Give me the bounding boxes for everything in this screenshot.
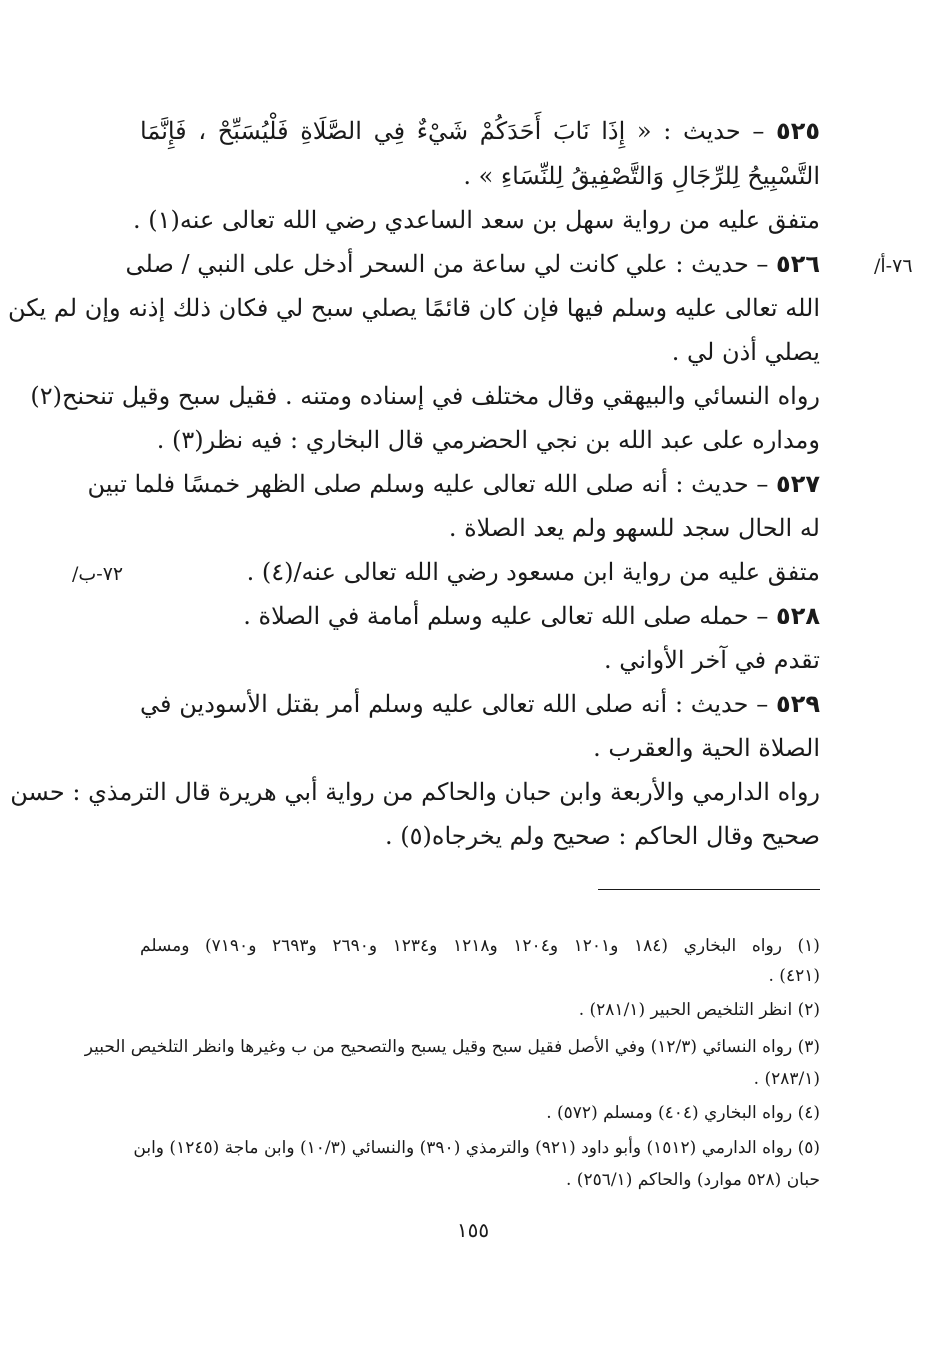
entry-text: – حمله صلى الله تعالى عليه وسلم أمامة في الصلاة . xyxy=(243,602,769,630)
entry-529-commentary-1: رواه الدارمي والأربعة وابن حبان والحاكم من رواية أبي هريرة قال الترمذي : حسن xyxy=(10,778,820,806)
entry-527-line-2: له الحال سجد للسهو ولم يعد الصلاة . xyxy=(448,514,820,542)
entry-text: – حديث : علي كانت لي ساعة من السحر أدخل على النبي / صلى xyxy=(125,250,769,278)
entry-number: ٥٢٨ xyxy=(776,602,820,630)
entry-number: ٥٢٧ xyxy=(776,470,820,498)
entry-526-line-2: الله تعالى عليه وسلم فيها فإن كان قائمًا يصلي سبح لي فكان ذلك إذنه وإن لم يكن xyxy=(7,294,820,322)
footnote-2: (٢) انظر التلخيص الحبير (٢٨١/١) . xyxy=(578,1000,820,1020)
footnote-1-line-2: (٤٢١) . xyxy=(768,966,820,986)
entry-526-commentary-1: رواه النسائي والبيهقي وقال مختلف في إسناده ومتنه . فقيل سبح وقيل تنحنح(٢) xyxy=(30,382,820,410)
footnote-separator xyxy=(598,889,820,890)
entry-525-line-1 xyxy=(140,114,820,148)
entry-528-line-1 xyxy=(140,599,820,633)
margin-note-folio-right: /٧٦-أ xyxy=(874,255,913,277)
footnote-1-line-1: (١) رواه البخاري (١٨٤ و١٢٠١ و١٢٠٤ و١٢١٨ و١٢٣٤ و٢٦٩٠ و٢٦٩٣ و٧١٩٠) ومسلم xyxy=(140,936,820,956)
entry-text: – حديث : أنه صلى الله تعالى عليه وسلم أمر بقتل الأسودين في xyxy=(140,690,769,718)
footnote-4: (٤) رواه البخاري (٤٠٤) ومسلم (٥٧٢) . xyxy=(546,1103,820,1123)
entry-529-line-1 xyxy=(140,687,820,721)
entry-525-line-2: التَّسْبِيحُ لِلرِّجَالِ وَالتَّصْفِيقُ لِلنِّسَاءِ » . xyxy=(463,162,820,190)
entry-527-line-1 xyxy=(87,467,820,501)
footnote-3-line-1: (٣) رواه النسائي (١٢/٣) وفي الأصل فقيل سبح وقيل يسبح والتصحيح من ب وغيرها وانظر التلخيص الحبير xyxy=(84,1037,820,1057)
entry-529-line-2: الصلاة الحية والعقرب . xyxy=(593,734,820,762)
entry-525-commentary: متفق عليه من رواية سهل بن سعد الساعدي رضي الله تعالى عنه(١) . xyxy=(132,206,820,234)
footnote-3-line-2: (٢٨٣/١) . xyxy=(753,1069,820,1089)
entry-text: – حديث : أنه صلى الله تعالى عليه وسلم صلى الظهر خمسًا فلما تبين xyxy=(87,470,769,498)
entry-526-commentary-2: ومداره على عبد الله بن نجي الحضرمي قال البخاري : فيه نظر(٣) . xyxy=(156,426,820,454)
entry-526-line-1 xyxy=(125,247,820,281)
margin-note-folio-left: /٧٢-ب xyxy=(72,563,124,585)
entry-number: ٥٢٦ xyxy=(776,250,820,278)
entry-529-commentary-2: صحيح وقال الحاكم : صحيح ولم يخرجاه(٥) . xyxy=(385,822,820,850)
entry-528-commentary: تقدم في آخر الأواني . xyxy=(604,646,820,674)
entry-text: – حديث : « إِذَا نَابَ أَحَدَكُمْ شَيْءٌ فِي الصَّلَاةِ فَلْيُسَبِّحْ ، فَإِنَّمَا xyxy=(140,117,765,145)
footnote-5-line-1: (٥) رواه الدارمي (١٥١٢) وأبو داود (٩٢١) والترمذي (٣٩٠) والنسائي (١٠/٣) وابن ماجة (١٢٤٥) وابن xyxy=(133,1138,820,1158)
page-number: ١٥٥ xyxy=(456,1218,490,1242)
entry-527-commentary: متفق عليه من رواية ابن مسعود رضي الله تعالى عنه/(٤) . xyxy=(246,558,820,586)
entry-number: ٥٢٩ xyxy=(776,690,820,718)
footnote-5-line-2: حبان (٥٢٨ موارد) والحاكم (٢٥٦/١) . xyxy=(565,1170,820,1190)
entry-number: ٥٢٥ xyxy=(776,117,820,145)
entry-526-line-3: يصلي أذن لي . xyxy=(671,338,820,366)
